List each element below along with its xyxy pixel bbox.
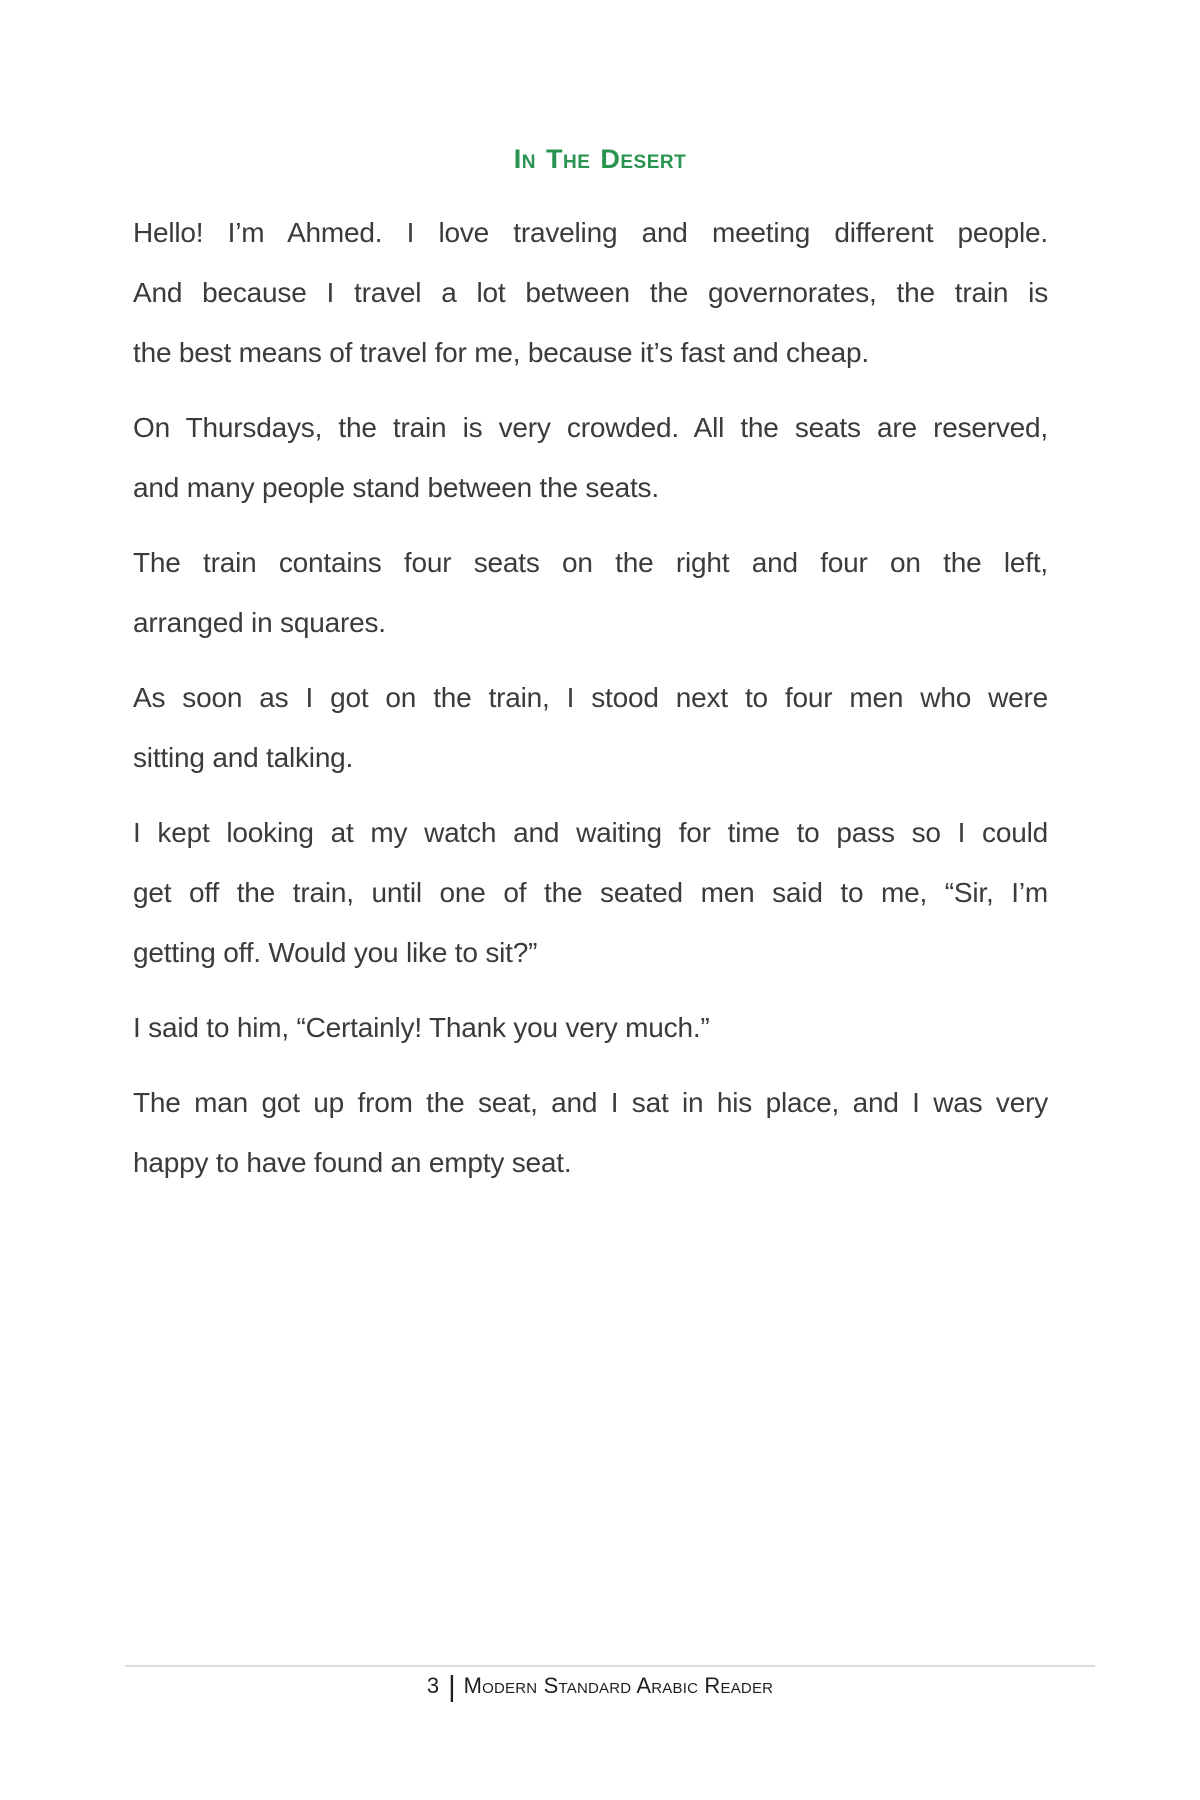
- text-line: On Thursdays, the train is very crowded. All the seats are reserved,: [133, 412, 1048, 443]
- page-title: In The Desert: [513, 144, 687, 174]
- paragraph: [133, 803, 1048, 983]
- footer-page-number: 3: [426, 1673, 440, 1698]
- paragraph: [133, 998, 1048, 1058]
- text-line: happy to have found an empty seat.: [133, 1147, 572, 1178]
- text-line: The train contains four seats on the right and four on the left,: [133, 547, 1048, 578]
- text-line: The man got up from the seat, and I sat in his place, and I was very: [133, 1087, 1048, 1118]
- paragraph: [133, 668, 1048, 788]
- text-line: the best means of travel for me, because it’s fast and cheap.: [133, 337, 869, 368]
- footer-divider: [125, 1665, 1095, 1667]
- paragraph: [133, 398, 1048, 518]
- article: [133, 203, 1048, 1208]
- text-line: As soon as I got on the train, I stood next to four men who were: [133, 682, 1048, 713]
- page-footer: [0, 1671, 1200, 1704]
- text-line: and many people stand between the seats.: [133, 472, 659, 503]
- footer-separator: |: [448, 1671, 456, 1703]
- paragraph: [133, 533, 1048, 653]
- text-line: sitting and talking.: [133, 742, 354, 773]
- paragraph: [133, 1073, 1048, 1193]
- footer-book-title: Modern Standard Arabic Reader: [463, 1673, 774, 1698]
- text-line: getting off. Would you like to sit?”: [133, 937, 538, 968]
- text-line: I kept looking at my watch and waiting for time to pass so I could: [133, 817, 1048, 848]
- text-line: I said to him, “Certainly! Thank you very much.”: [133, 1012, 710, 1043]
- paragraph: [133, 203, 1048, 383]
- text-line: And because I travel a lot between the governorates, the train is: [133, 277, 1048, 308]
- text-line: get off the train, until one of the seated men said to me, “Sir, I’m: [133, 877, 1048, 908]
- text-line: arranged in squares.: [133, 607, 386, 638]
- text-line: Hello! I’m Ahmed. I love traveling and meeting different people.: [133, 217, 1048, 248]
